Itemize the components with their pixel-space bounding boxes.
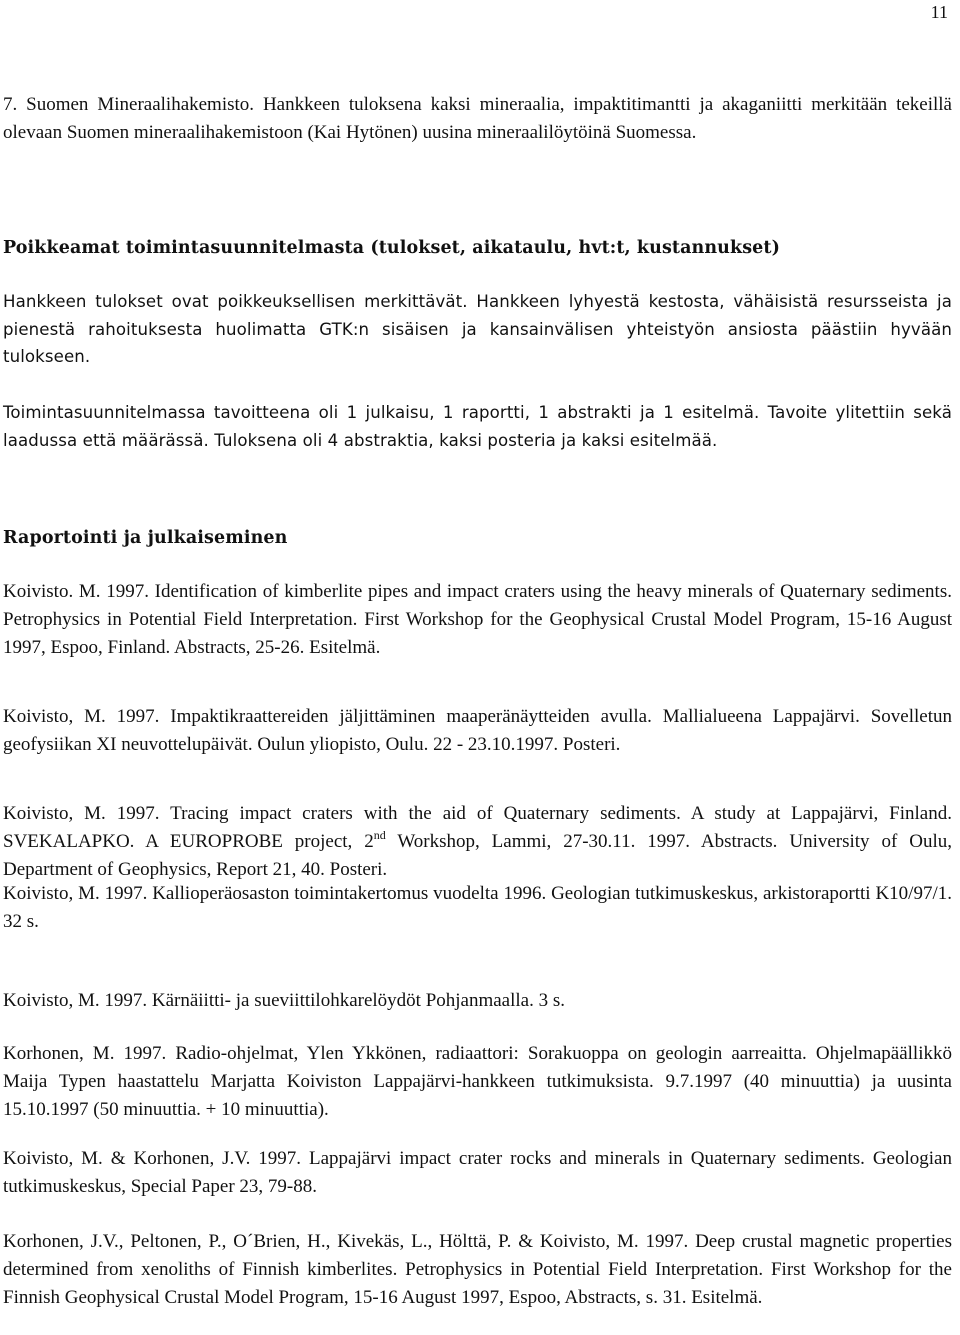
reference-8: Korhonen, J.V., Peltonen, P., O´Brien, H., Kivekäs, L., Hölttä, P. & Koivisto, M. 1997. Deep crustal magnetic properties determined from xenoliths of Finnish kimberlites. Petrophysics in Potential Field Interpretation. First Workshop for the Finnish Geophysical Crustal Model Program, 15-16 August 1997, Espoo, Abstracts, s. 31. Esitelmä. bbox=[3, 1231, 952, 1308]
reference-3-tail: Workshop, Lammi, 27-30.11. 1997. Abstracts. University of Oulu, Department of Geophysics, Report 21, 40. Posteri. bbox=[3, 831, 952, 880]
page-number: 11 bbox=[930, 2, 948, 22]
deviations-paragraph-1: Hankkeen tulokset ovat poikkeuksellisen merkittävät. Hankkeen lyhyestä kestosta, vähäisistä resursseista ja pienestä rahoituksesta huolimatta GTK:n sisäisen ja kansainvälisen yhteistyön ansiosta päästiin hyvään tulokseen. bbox=[3, 292, 952, 366]
reference-5: Koivisto, M. 1997. Kärnäiitti- ja sueviittilohkarelöydöt Pohjanmaalla. 3 s. bbox=[3, 990, 566, 1011]
reference-1: Koivisto. M. 1997. Identification of kimberlite pipes and impact craters using the heavy minerals of Quaternary sediments. Petrophysics in Potential Field Interpretation. First Workshop for the Geophysical Crustal Model Program, 15-16 August 1997, Espoo, Finland. Abstracts, 25-26. Esitelmä. bbox=[3, 581, 952, 658]
reference-3 bbox=[3, 800, 952, 884]
reporting-heading: Raportointi ja julkaiseminen bbox=[3, 528, 288, 548]
reference-3-superscript: nd bbox=[373, 828, 386, 842]
reference-2: Koivisto, M. 1997. Impaktikraattereiden jäljittäminen maaperänäytteiden avulla. Mallialueena Lappajärvi. Sovelletun geofysiikan XI neuvottelupäivät. Oulun yliopisto, Oulu. 22 - 23.10.1997. Posteri. bbox=[3, 706, 952, 755]
deviations-heading: Poikkeamat toimintasuunnitelmasta (tulokset, aikataulu, hvt:t, kustannukset) bbox=[3, 238, 780, 258]
item-7-paragraph: 7. Suomen Mineraalihakemisto. Hankkeen tuloksena kaksi mineraalia, impaktitimantti ja akaganiitti merkitään tekeillä olevaan Suomen mineraalihakemistoon (Kai Hytönen) uusina mineraalilöytöinä Suomessa. bbox=[3, 94, 952, 143]
reference-6: Korhonen, M. 1997. Radio-ohjelmat, Ylen Ykkönen, radiaattori: Sorakuoppa on geologin aarreaitta. Ohjelmapäällikkö Maija Typen haastattelu Marjatta Koiviston Lappajärvi-hankkeen tutkimuksista. 9.7.1997 (40 minuuttia) ja uusinta 15.10.1997 (50 minuuttia. + 10 minuuttia). bbox=[3, 1043, 952, 1120]
reference-3-text: Koivisto, M. 1997. Tracing impact craters with the aid of Quaternary sediments. A study at Lappajärvi, Finland. SVEKALAPKO. A EUROPROBE project, 2 bbox=[3, 803, 952, 852]
deviations-paragraph-2: Toimintasuunnitelmassa tavoitteena oli 1 julkaisu, 1 raportti, 1 abstrakti ja 1 esitelmä. Tavoite ylitettiin sekä laadussa että määrässä. Tuloksena oli 4 abstraktia, kaksi posteria ja kaksi esitelmää. bbox=[3, 403, 952, 450]
reference-4: Koivisto, M. 1997. Kallioperäosaston toimintakertomus vuodelta 1996. Geologian tutkimuskeskus, arkistoraportti K10/97/1. 32 s. bbox=[3, 883, 952, 932]
reference-7: Koivisto, M. & Korhonen, J.V. 1997. Lappajärvi impact crater rocks and minerals in Quaternary sediments. Geologian tutkimuskeskus, Special Paper 23, 79-88. bbox=[3, 1148, 952, 1197]
